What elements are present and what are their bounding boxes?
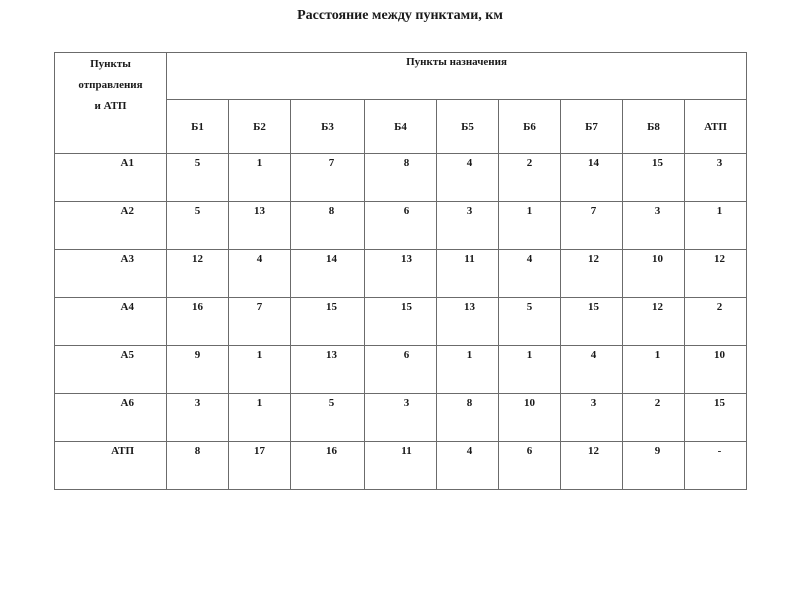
table-cell	[437, 442, 499, 490]
cell-value: 8	[466, 397, 473, 409]
table-cell	[685, 154, 747, 202]
cell-value: 4	[256, 253, 263, 265]
corner-header	[55, 53, 167, 154]
cell-value: 3	[716, 157, 723, 169]
cell-value: 2	[654, 397, 661, 409]
table-cell	[561, 442, 623, 490]
cell-value: 15	[326, 301, 337, 313]
table-cell	[167, 346, 229, 394]
table-cell	[437, 298, 499, 346]
cell-value: 12	[588, 253, 599, 265]
table-cell	[365, 394, 437, 442]
cell-value: 1	[466, 349, 473, 361]
table-cell	[291, 394, 365, 442]
cell-value: 7	[590, 205, 597, 217]
table-cell	[167, 250, 229, 298]
row-label: А1	[55, 154, 167, 202]
column-header: Б1	[167, 100, 229, 154]
cell-value: 1	[654, 349, 661, 361]
table-cell	[167, 154, 229, 202]
column-header: Б5	[437, 100, 499, 154]
cell-value: 8	[403, 157, 410, 169]
cell-value: 13	[326, 349, 337, 361]
row-label: А5	[55, 346, 167, 394]
column-header: Б8	[623, 100, 685, 154]
cell-value: 16	[192, 301, 203, 313]
cell-value: 15	[588, 301, 599, 313]
table-cell	[291, 250, 365, 298]
destinations-group-header: Пункты назначения	[167, 53, 747, 100]
column-header: АТП	[685, 100, 747, 154]
table-cell	[291, 346, 365, 394]
table-cell	[229, 442, 291, 490]
table-row	[55, 442, 747, 490]
cell-value: 12	[714, 253, 726, 265]
table-cell	[499, 442, 561, 490]
cell-value: 10	[524, 397, 535, 409]
table-cell	[291, 202, 365, 250]
table-cell	[499, 250, 561, 298]
cell-value: 14	[588, 157, 599, 169]
cell-value: 12	[652, 301, 663, 313]
cell-value: 13	[401, 253, 412, 265]
column-header: Б6	[499, 100, 561, 154]
table-cell	[561, 298, 623, 346]
cell-value: 8	[194, 445, 201, 457]
cell-value: 1	[256, 397, 263, 409]
table-row	[55, 202, 747, 250]
cell-value: 3	[403, 397, 410, 409]
row-label: А2	[55, 202, 167, 250]
table-cell	[561, 154, 623, 202]
column-header: Б2	[229, 100, 291, 154]
cell-value: 14	[326, 253, 337, 265]
cell-value: 5	[194, 157, 201, 169]
table-cell	[685, 298, 747, 346]
row-label: А6	[55, 394, 167, 442]
cell-value: 6	[526, 445, 533, 457]
cell-value: 4	[590, 349, 597, 361]
table-row	[55, 346, 747, 394]
table-cell	[623, 202, 685, 250]
header-row-group	[55, 53, 747, 100]
cell-value: 13	[254, 205, 265, 217]
row-label: АТП	[55, 442, 167, 490]
table-cell	[229, 298, 291, 346]
cell-value: 13	[464, 301, 475, 313]
cell-value: 4	[466, 157, 473, 169]
table-cell	[437, 394, 499, 442]
table-cell	[365, 154, 437, 202]
table-cell	[561, 346, 623, 394]
table-cell	[167, 442, 229, 490]
corner-header-line-3: и АТП	[94, 100, 127, 112]
table-cell	[167, 202, 229, 250]
row-label: А3	[55, 250, 167, 298]
cell-value: 3	[590, 397, 597, 409]
table-cell	[685, 250, 747, 298]
table-cell	[561, 202, 623, 250]
cell-value: 11	[464, 253, 475, 265]
table-cell	[229, 394, 291, 442]
cell-value: 15	[652, 157, 663, 169]
cell-value: 1	[256, 349, 263, 361]
table-row	[55, 250, 747, 298]
cell-value: 1	[526, 349, 533, 361]
cell-value: 12	[588, 445, 599, 457]
table-cell	[623, 250, 685, 298]
table-cell	[623, 154, 685, 202]
corner-header-line-1: Пункты	[90, 58, 131, 70]
cell-value: 5	[194, 205, 201, 217]
cell-value: 17	[254, 445, 265, 457]
cell-value: 1	[256, 157, 263, 169]
table-cell	[623, 346, 685, 394]
cell-value: 5	[328, 397, 335, 409]
cell-value: 5	[526, 301, 533, 313]
cell-value: 8	[328, 205, 335, 217]
cell-value: 7	[256, 301, 263, 313]
table-cell	[365, 202, 437, 250]
table-cell	[365, 250, 437, 298]
table-cell	[623, 394, 685, 442]
row-label: А4	[55, 298, 167, 346]
table-cell	[623, 442, 685, 490]
cell-value: 3	[466, 205, 473, 217]
table-cell	[437, 154, 499, 202]
cell-value: 15	[401, 301, 412, 313]
cell-value: 9	[654, 445, 661, 457]
table-cell	[291, 154, 365, 202]
table-row	[55, 154, 747, 202]
table-row	[55, 394, 747, 442]
column-header: Б3	[291, 100, 365, 154]
table-cell	[437, 346, 499, 394]
table-cell	[229, 154, 291, 202]
cell-value: 9	[194, 349, 201, 361]
table-cell	[685, 394, 747, 442]
table-cell	[499, 202, 561, 250]
cell-value: 3	[194, 397, 201, 409]
cell-value: 12	[192, 253, 203, 265]
table-cell	[365, 346, 437, 394]
cell-value: 10	[714, 349, 726, 361]
cell-value: 4	[466, 445, 473, 457]
cell-value: 16	[326, 445, 337, 457]
cell-value: 6	[403, 349, 410, 361]
table-cell	[291, 442, 365, 490]
table-body	[55, 154, 747, 490]
cell-value: 1	[716, 205, 723, 217]
cell-value: 1	[526, 205, 533, 217]
table-cell	[499, 154, 561, 202]
corner-header-line-2: отправления	[78, 79, 143, 91]
cell-value: 10	[652, 253, 663, 265]
cell-value: 6	[403, 205, 410, 217]
table-cell	[365, 442, 437, 490]
table-cell	[499, 394, 561, 442]
page-title: Расстояние между пунктами, км	[297, 8, 503, 23]
table-cell	[291, 298, 365, 346]
table-row	[55, 298, 747, 346]
cell-value: 2	[526, 157, 533, 169]
table-cell	[167, 394, 229, 442]
table-cell	[623, 298, 685, 346]
table-cell	[685, 346, 747, 394]
table-cell	[499, 346, 561, 394]
table-cell	[229, 346, 291, 394]
table-cell	[229, 250, 291, 298]
cell-value: 2	[716, 301, 723, 313]
table-cell	[365, 298, 437, 346]
table-cell	[499, 298, 561, 346]
cell-value: 15	[714, 397, 726, 409]
table-cell	[561, 394, 623, 442]
table-cell	[167, 298, 229, 346]
table-cell	[685, 442, 747, 490]
table-cell	[685, 202, 747, 250]
distance-table	[54, 52, 747, 490]
table-cell	[437, 202, 499, 250]
cell-value: -	[717, 445, 722, 457]
cell-value: 3	[654, 205, 661, 217]
table-cell	[437, 250, 499, 298]
table-cell	[561, 250, 623, 298]
column-header: Б4	[365, 100, 437, 154]
cell-value: 4	[526, 253, 533, 265]
table-cell	[229, 202, 291, 250]
cell-value: 11	[401, 445, 412, 457]
cell-value: 7	[328, 157, 335, 169]
column-header: Б7	[561, 100, 623, 154]
